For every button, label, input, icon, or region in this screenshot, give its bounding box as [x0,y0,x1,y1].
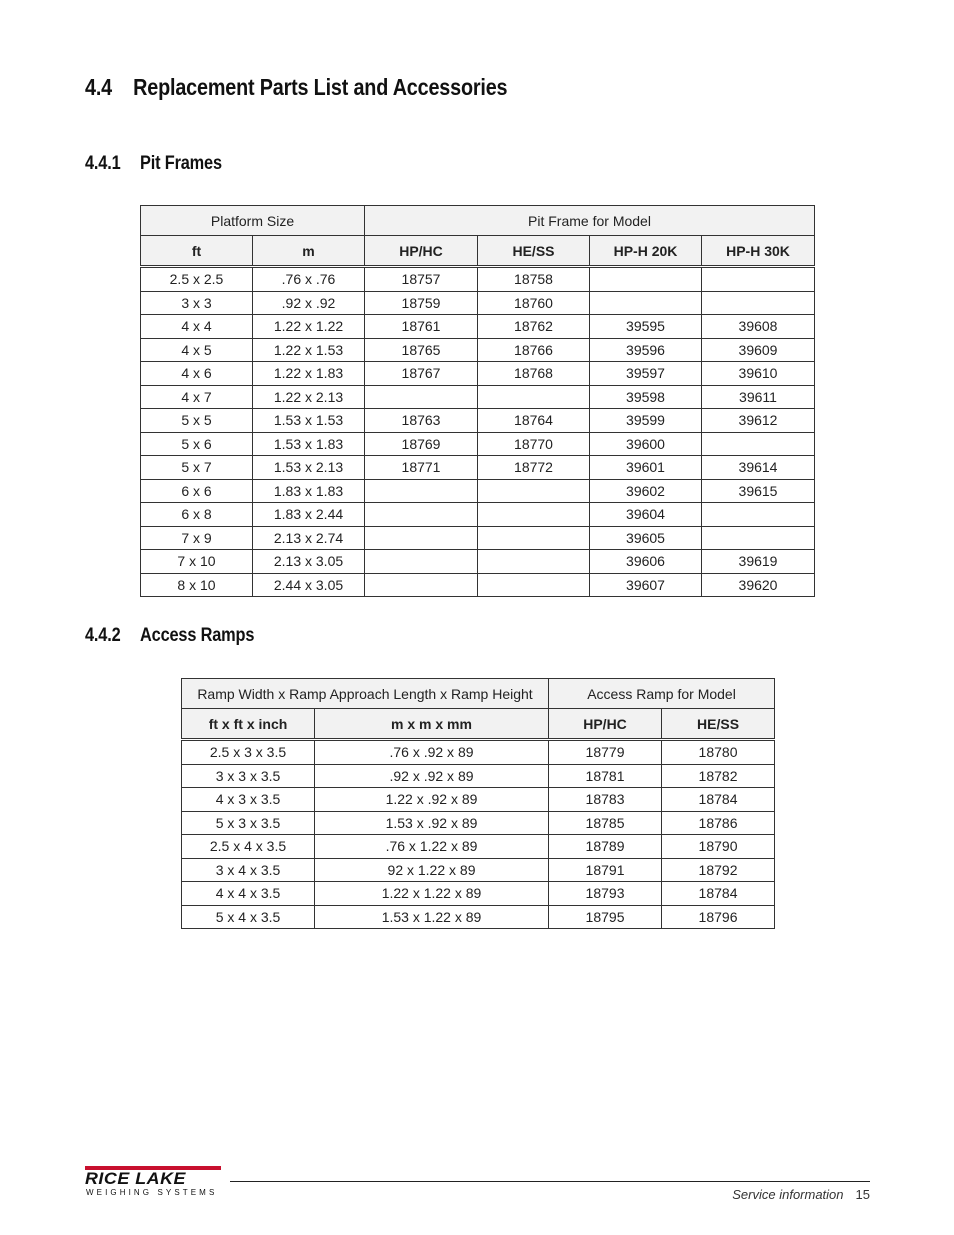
table-cell: 18763 [365,409,478,433]
table-cell [365,385,478,409]
table-cell: 18765 [365,338,478,362]
table-cell [702,503,815,527]
table-cell: 39600 [590,432,702,456]
table-cell: 2.13 x 3.05 [253,550,365,574]
table-row [141,526,815,550]
table-cell [590,267,702,292]
table-cell: 1.22 x 2.13 [253,385,365,409]
pit-frames-number: 4.4.1 [85,153,121,174]
table-cell: 4 x 4 x 3.5 [182,882,315,906]
table-cell [478,526,590,550]
access-ramps-number: 4.4.2 [85,625,121,646]
column-header: m [253,236,365,267]
table-cell: 39595 [590,315,702,339]
section-heading [85,74,507,101]
table-cell [478,503,590,527]
table-cell [365,573,478,597]
table-cell: 18779 [549,740,662,765]
table-cell: 39598 [590,385,702,409]
table-cell: 39597 [590,362,702,386]
table-cell: 1.53 x 2.13 [253,456,365,480]
table-cell: 92 x 1.22 x 89 [315,858,549,882]
table-cell: 39620 [702,573,815,597]
table-cell: 18790 [662,835,775,859]
table-cell: 1.53 x 1.83 [253,432,365,456]
table-row [182,882,775,906]
table-row [141,503,815,527]
logo-subtext: WEIGHING SYSTEMS [86,1188,218,1197]
pit-frames-table [140,205,815,597]
table-cell: 18762 [478,315,590,339]
table-cell: 5 x 4 x 3.5 [182,905,315,929]
footer-section-label: Service information [732,1187,844,1202]
table-cell: 18761 [365,315,478,339]
table-row [182,740,775,765]
page-number: 15 [855,1187,870,1202]
table-cell: 18757 [365,267,478,292]
table-cell: 39606 [590,550,702,574]
table-row [141,362,815,386]
ramp-dimensions-header: Ramp Width x Ramp Approach Length x Ramp Height [182,679,549,709]
table-cell: 1.22 x 1.83 [253,362,365,386]
table-cell: 1.22 x 1.53 [253,338,365,362]
table-cell [365,503,478,527]
table-cell: .76 x .92 x 89 [315,740,549,765]
table-cell: 18771 [365,456,478,480]
table-cell: 18772 [478,456,590,480]
table-cell: 18786 [662,811,775,835]
table-cell: 18764 [478,409,590,433]
table-cell: 39611 [702,385,815,409]
table-cell: 18768 [478,362,590,386]
table-row [182,858,775,882]
table-cell: 39614 [702,456,815,480]
table-cell: 18792 [662,858,775,882]
table-cell: 7 x 10 [141,550,253,574]
table-cell: 39602 [590,479,702,503]
table-cell: 39596 [590,338,702,362]
table-cell: 5 x 5 [141,409,253,433]
column-header: HE/SS [478,236,590,267]
platform-size-header: Platform Size [141,206,365,236]
table-row [182,835,775,859]
table-cell: 4 x 6 [141,362,253,386]
table-cell: 18760 [478,291,590,315]
table-row [141,315,815,339]
table-cell [478,479,590,503]
table-cell: 18796 [662,905,775,929]
table-cell: 6 x 8 [141,503,253,527]
table-cell: 3 x 4 x 3.5 [182,858,315,882]
pit-frames-body [141,267,815,597]
table-cell: 2.5 x 2.5 [141,267,253,292]
table-cell: 8 x 10 [141,573,253,597]
access-ramps-heading [85,625,254,647]
table-cell: 39609 [702,338,815,362]
table-row [182,764,775,788]
table-cell [478,550,590,574]
table-cell: 18766 [478,338,590,362]
table-cell: 2.5 x 3 x 3.5 [182,740,315,765]
column-header: HE/SS [662,709,775,740]
table-cell: .92 x .92 [253,291,365,315]
column-header: HP-H 20K [590,236,702,267]
table-cell: 1.22 x .92 x 89 [315,788,549,812]
table-row [141,550,815,574]
table-cell: 18758 [478,267,590,292]
table-cell: 4 x 5 [141,338,253,362]
table-cell: 4 x 4 [141,315,253,339]
table-cell: 5 x 6 [141,432,253,456]
table-cell: 2.5 x 4 x 3.5 [182,835,315,859]
table-cell: 1.53 x 1.53 [253,409,365,433]
table-cell: 39619 [702,550,815,574]
column-header: HP/HC [549,709,662,740]
table-cell: 18769 [365,432,478,456]
table-cell: 18785 [549,811,662,835]
table-cell: .76 x .76 [253,267,365,292]
table-row [141,573,815,597]
table-cell [590,291,702,315]
column-header: HP/HC [365,236,478,267]
table-cell: 39605 [590,526,702,550]
table-cell: 18784 [662,882,775,906]
pit-frames-heading [85,153,222,175]
table-cell: 39615 [702,479,815,503]
table-cell: 1.83 x 2.44 [253,503,365,527]
table-cell: 18793 [549,882,662,906]
table-cell [365,526,478,550]
table-cell: 39604 [590,503,702,527]
table-cell: 4 x 7 [141,385,253,409]
table-cell: 18783 [549,788,662,812]
table-cell [478,385,590,409]
access-ramps-body [182,740,775,929]
table-cell: 18780 [662,740,775,765]
table-cell [702,432,815,456]
table-cell: 1.53 x .92 x 89 [315,811,549,835]
table-cell: 5 x 3 x 3.5 [182,811,315,835]
access-ramp-model-header: Access Ramp for Model [549,679,775,709]
table-cell: 1.22 x 1.22 x 89 [315,882,549,906]
table-cell: 18782 [662,764,775,788]
table-cell: 1.53 x 1.22 x 89 [315,905,549,929]
table-cell [365,550,478,574]
table-cell: 18791 [549,858,662,882]
table-row [141,479,815,503]
rice-lake-logo [85,1166,223,1200]
table-cell: 18759 [365,291,478,315]
table-row [141,338,815,362]
table-cell: 1.22 x 1.22 [253,315,365,339]
logo-wordmark: RICE LAKE [85,1169,186,1188]
table-cell: 39612 [702,409,815,433]
column-header: m x m x mm [315,709,549,740]
column-header: ft [141,236,253,267]
table-row [182,905,775,929]
section-title: Replacement Parts List and Accessories [133,74,508,100]
table-cell [702,526,815,550]
section-number: 4.4 [85,74,112,100]
table-row [141,456,815,480]
table-cell: 18767 [365,362,478,386]
table-cell: 18784 [662,788,775,812]
table-cell: 39608 [702,315,815,339]
table-cell: 5 x 7 [141,456,253,480]
table-row [141,432,815,456]
table-cell: 39607 [590,573,702,597]
table-row [182,811,775,835]
pit-frame-model-header: Pit Frame for Model [365,206,815,236]
table-cell: 18770 [478,432,590,456]
table-cell: 39610 [702,362,815,386]
table-cell: .92 x .92 x 89 [315,764,549,788]
table-row [141,291,815,315]
table-cell: 39601 [590,456,702,480]
table-cell: 18789 [549,835,662,859]
access-ramps-title: Access Ramps [140,625,255,646]
table-cell [478,573,590,597]
pit-frames-title: Pit Frames [140,153,222,174]
column-header: HP-H 30K [702,236,815,267]
table-cell: 39599 [590,409,702,433]
table-row [141,267,815,292]
table-cell: .76 x 1.22 x 89 [315,835,549,859]
access-ramps-table [181,678,775,929]
table-cell: 4 x 3 x 3.5 [182,788,315,812]
table-cell: 7 x 9 [141,526,253,550]
table-cell: 6 x 6 [141,479,253,503]
table-cell: 2.44 x 3.05 [253,573,365,597]
page-footer [732,1187,870,1202]
table-cell: 18781 [549,764,662,788]
table-cell: 3 x 3 x 3.5 [182,764,315,788]
table-cell: 18795 [549,905,662,929]
footer-rule [230,1181,870,1182]
table-cell [702,291,815,315]
table-row [141,385,815,409]
column-header: ft x ft x inch [182,709,315,740]
table-cell: 2.13 x 2.74 [253,526,365,550]
table-row [141,409,815,433]
table-cell [702,267,815,292]
table-row [182,788,775,812]
table-cell: 1.83 x 1.83 [253,479,365,503]
table-cell: 3 x 3 [141,291,253,315]
table-cell [365,479,478,503]
